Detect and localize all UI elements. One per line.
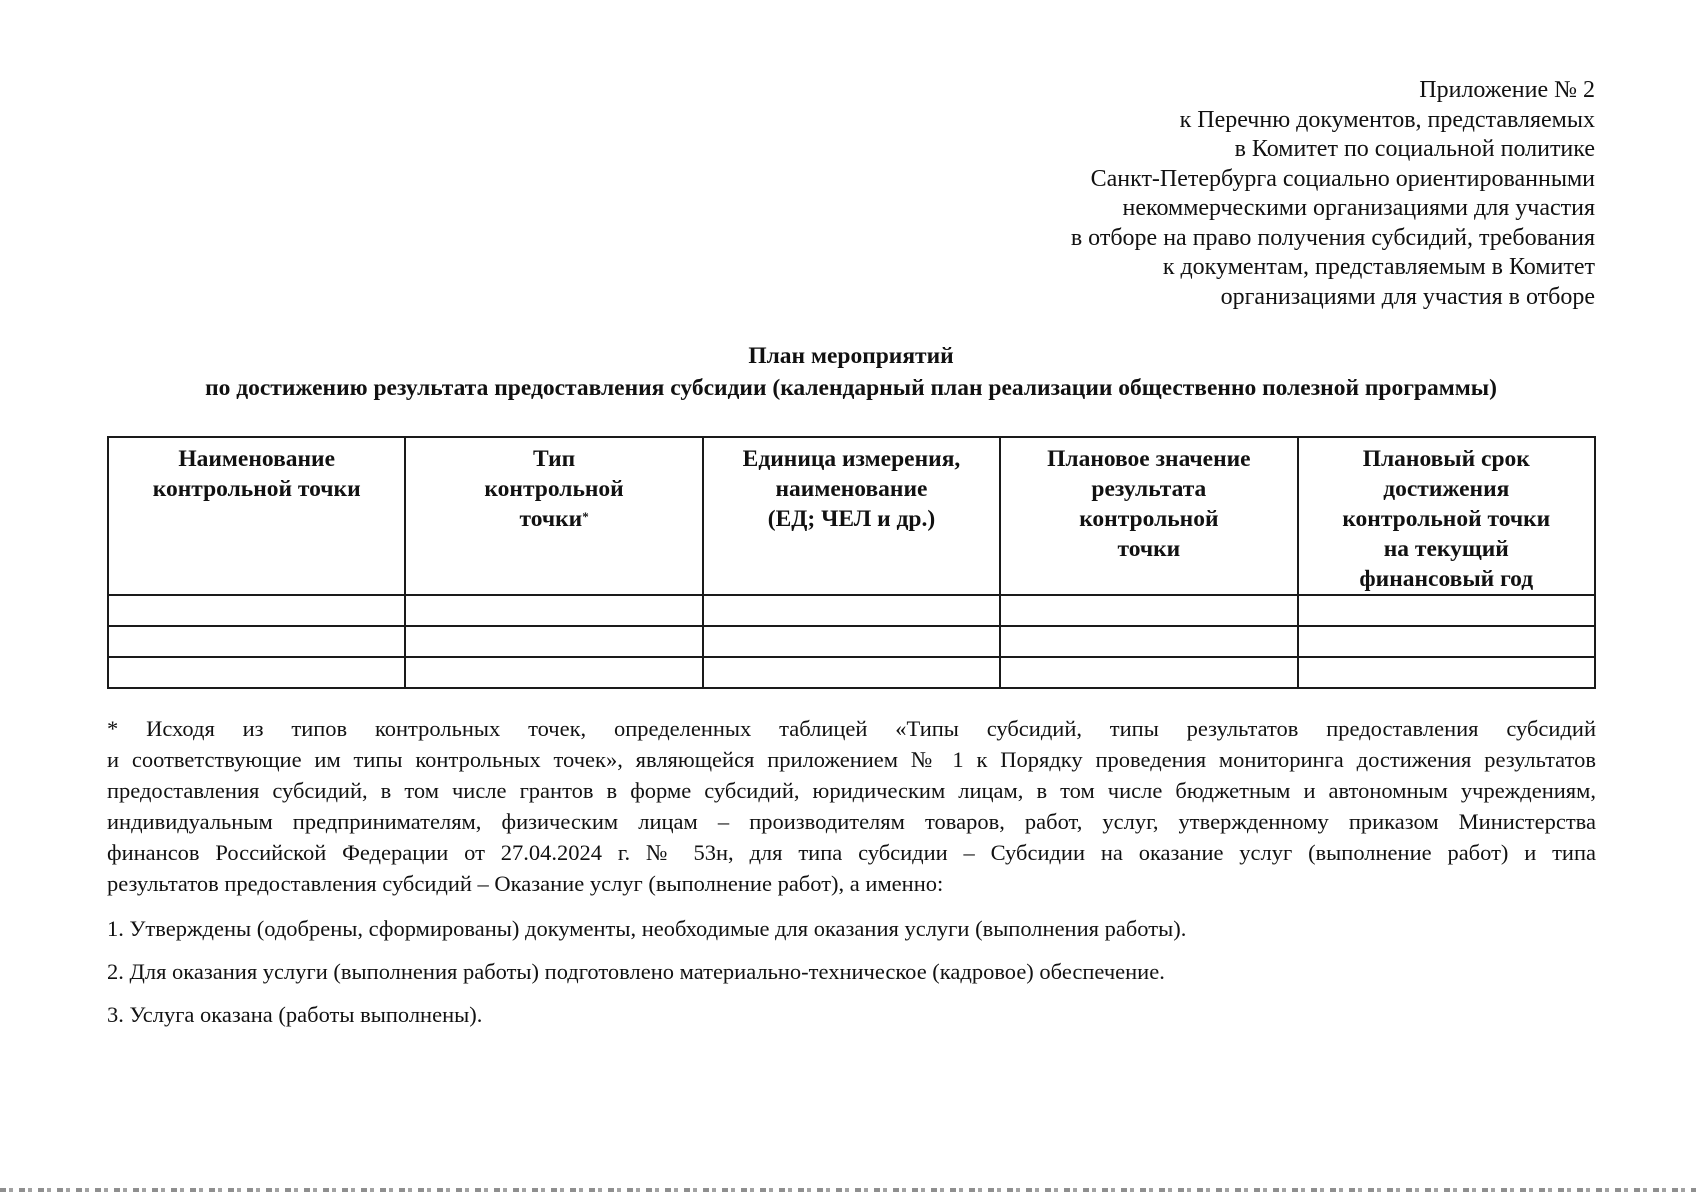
appendix-line: Приложение № 2 xyxy=(1419,77,1595,103)
table-cell[interactable] xyxy=(405,595,702,626)
appendix-line: некоммерческими организациями для участия xyxy=(1122,195,1595,221)
header-checkpoint-type: Тип контрольной точки* xyxy=(405,437,702,595)
footnote-line: результатов предоставления субсидий – Оказание услуг (выполнение работ), а именно: xyxy=(107,871,944,896)
header-planned-date: Плановый срок достижения контрольной точки на текущий финансовый год xyxy=(1298,437,1595,595)
table-cell[interactable] xyxy=(108,595,405,626)
table-cell[interactable] xyxy=(1298,657,1595,688)
footnote-line: индивидуальным предпринимателям, физическим лицам – производителям товаров, работ, услуг, утвержденному приказом Министерства xyxy=(107,809,1596,834)
appendix-line: к документам, представляемым в Комитет xyxy=(1162,254,1595,280)
table-cell[interactable] xyxy=(1000,595,1297,626)
table-cell[interactable] xyxy=(1000,626,1297,657)
header-planned-value: Плановое значение результата контрольной точки xyxy=(1000,437,1297,595)
table-cell[interactable] xyxy=(108,626,405,657)
table-cell[interactable] xyxy=(108,657,405,688)
table-cell[interactable] xyxy=(1000,657,1297,688)
table-row xyxy=(108,626,1595,657)
checkpoint-types-list xyxy=(107,913,1596,1042)
title-line-1: План мероприятий xyxy=(748,343,954,369)
table-cell[interactable] xyxy=(1298,626,1595,657)
document-title xyxy=(107,340,1595,404)
table-cell[interactable] xyxy=(405,657,702,688)
header-checkpoint-name: Наименование контрольной точки xyxy=(108,437,405,595)
appendix-line: в Комитет по социальной политике xyxy=(1234,136,1595,162)
title-line-2: по достижению результата предоставления субсидии (календарный план реализации общественно полезной программы) xyxy=(205,375,1497,401)
footnote-line: * Исходя из типов контрольных точек, определенных таблицей «Типы субсидий, типы результатов предоставления субсидий xyxy=(107,716,1596,741)
footnote xyxy=(107,713,1596,899)
plan-table xyxy=(107,436,1596,689)
table-row xyxy=(108,657,1595,688)
appendix-line: к Перечню документов, представляемых xyxy=(1179,106,1595,133)
table-cell[interactable] xyxy=(703,626,1000,657)
appendix-line: в отборе на право получения субсидий, требования xyxy=(1070,224,1595,251)
scan-edge-artifact xyxy=(0,1188,1696,1192)
list-item: 3. Услуга оказана (работы выполнены). xyxy=(107,1002,483,1027)
appendix-header xyxy=(895,76,1595,312)
table-header-row xyxy=(108,437,1595,595)
footnote-line: финансов Российской Федерации от 27.04.2024 г. № 53н, для типа субсидии – Субсидии на оказание услуг (выполнение работ) и типа xyxy=(107,840,1596,865)
appendix-line: организациями для участия в отборе xyxy=(1220,283,1595,310)
footnote-line: и соответствующие им типы контрольных точек», являющейся приложением № 1 к Порядку проведения мониторинга достижения результатов xyxy=(107,747,1596,772)
table-cell[interactable] xyxy=(703,595,1000,626)
table-cell[interactable] xyxy=(703,657,1000,688)
table-row xyxy=(108,595,1595,626)
appendix-line: Санкт-Петербурга социально ориентированными xyxy=(1090,165,1595,192)
footnote-line: предоставления субсидий, в том числе грантов в форме субсидий, юридическим лицам, в том числе бюджетным и автономным учреждениям, xyxy=(107,778,1596,803)
footnote-marker: * xyxy=(582,509,589,524)
header-unit: Единица измерения, наименование (ЕД; ЧЕЛ и др.) xyxy=(703,437,1000,595)
table-cell[interactable] xyxy=(1298,595,1595,626)
list-item: 1. Утверждены (одобрены, сформированы) документы, необходимые для оказания услуги (выполнения работы). xyxy=(107,916,1187,941)
table-cell[interactable] xyxy=(405,626,702,657)
list-item: 2. Для оказания услуги (выполнения работы) подготовлено материально-техническое (кадровое) обеспечение. xyxy=(107,959,1165,984)
